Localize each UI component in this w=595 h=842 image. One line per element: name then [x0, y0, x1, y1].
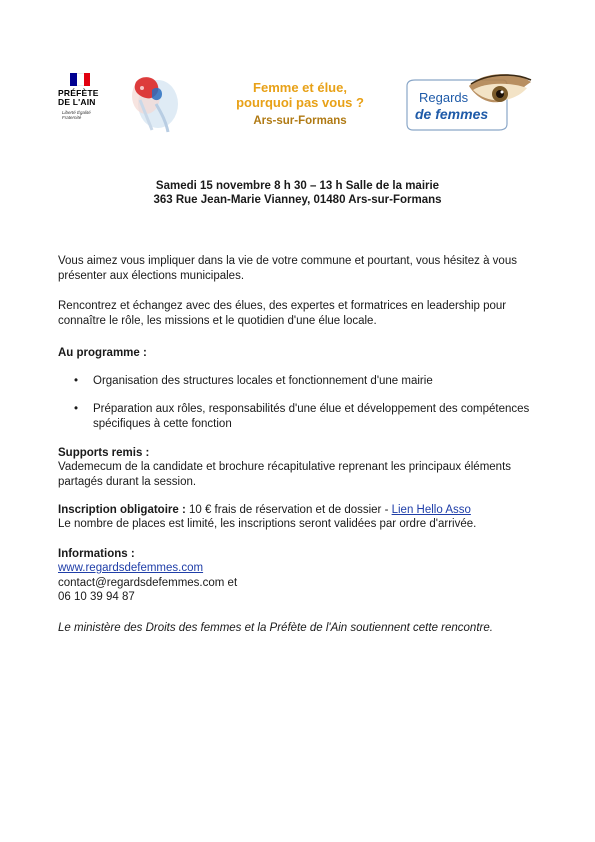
- programme-item: Préparation aux rôles, responsabilités d'une élue et développement des compétences spécifiques à cette fonction: [93, 403, 530, 430]
- email-line: contact@regardsdefemmes.com et: [58, 577, 238, 589]
- regards-logo-line2: de femmes: [415, 106, 489, 122]
- headline-line1: Femme et élue,: [253, 80, 347, 95]
- bullet-icon: •: [74, 403, 79, 415]
- support-statement: Le ministère des Droits des femmes et la Préfète de l'Ain soutiennent cette rencontre.: [58, 622, 493, 634]
- inscription-fee: 10 € frais de réservation et de dossier -: [185, 504, 392, 516]
- regards-de-femmes-logo: [403, 72, 533, 132]
- regards-logo-line1: Regards: [419, 90, 469, 105]
- bullet-icon: •: [74, 375, 79, 387]
- prefet-title-line2: DE L'AIN: [58, 97, 96, 107]
- programme-title: Au programme :: [58, 347, 147, 359]
- website-link[interactable]: www.regardsdefemmes.com: [58, 562, 204, 574]
- headline-location: Ars-sur-Formans: [253, 115, 347, 127]
- informations-title: Informations :: [58, 548, 135, 560]
- intro-paragraph-1: Vous aimez vous impliquer dans la vie de votre commune et pourtant, vous hésitez à vous présenter aux élections municipales.: [58, 255, 517, 282]
- supports-title: Supports remis :: [58, 447, 150, 459]
- event-headline: [220, 80, 380, 129]
- phone-line: 06 10 39 94 87: [58, 591, 135, 603]
- website-line: [58, 561, 543, 576]
- women-silhouette-illustration: [122, 70, 184, 134]
- prefecture-logo: [58, 73, 114, 135]
- prefet-motto: Liberté Égalité Fraternité: [62, 110, 91, 120]
- headline-line2: pourquoi pas vous ?: [236, 95, 364, 110]
- supports-text: Vademecum de la candidate et brochure récapitulative reprenant les principaux éléments partagés durant la session.: [58, 461, 512, 488]
- intro-paragraph-2: Rencontrez et échangez avec des élues, des expertes et formatrices en leadership pour connaître le rôle, les missions et le quotidien d'une élue locale.: [58, 300, 507, 327]
- inscription-label: Inscription obligatoire :: [58, 504, 186, 516]
- inscription-note: Le nombre de places est limité, les inscriptions seront validées par ordre d'arrivée.: [58, 518, 477, 530]
- event-date-line: Samedi 15 novembre 8 h 30 – 13 h Salle de la mairie: [155, 180, 440, 192]
- hello-asso-link[interactable]: Lien Hello Asso: [391, 504, 471, 516]
- event-details: [60, 179, 535, 207]
- programme-item: Organisation des structures locales et fonctionnement d'une mairie: [93, 375, 433, 387]
- prefet-title-line1: PRÉFÈTE: [58, 88, 99, 98]
- event-address-line: 363 Rue Jean-Marie Vianney, 01480 Ars-sur-Formans: [153, 194, 442, 206]
- marianne-flag-icon: [70, 73, 90, 86]
- inscription-line: [58, 503, 543, 518]
